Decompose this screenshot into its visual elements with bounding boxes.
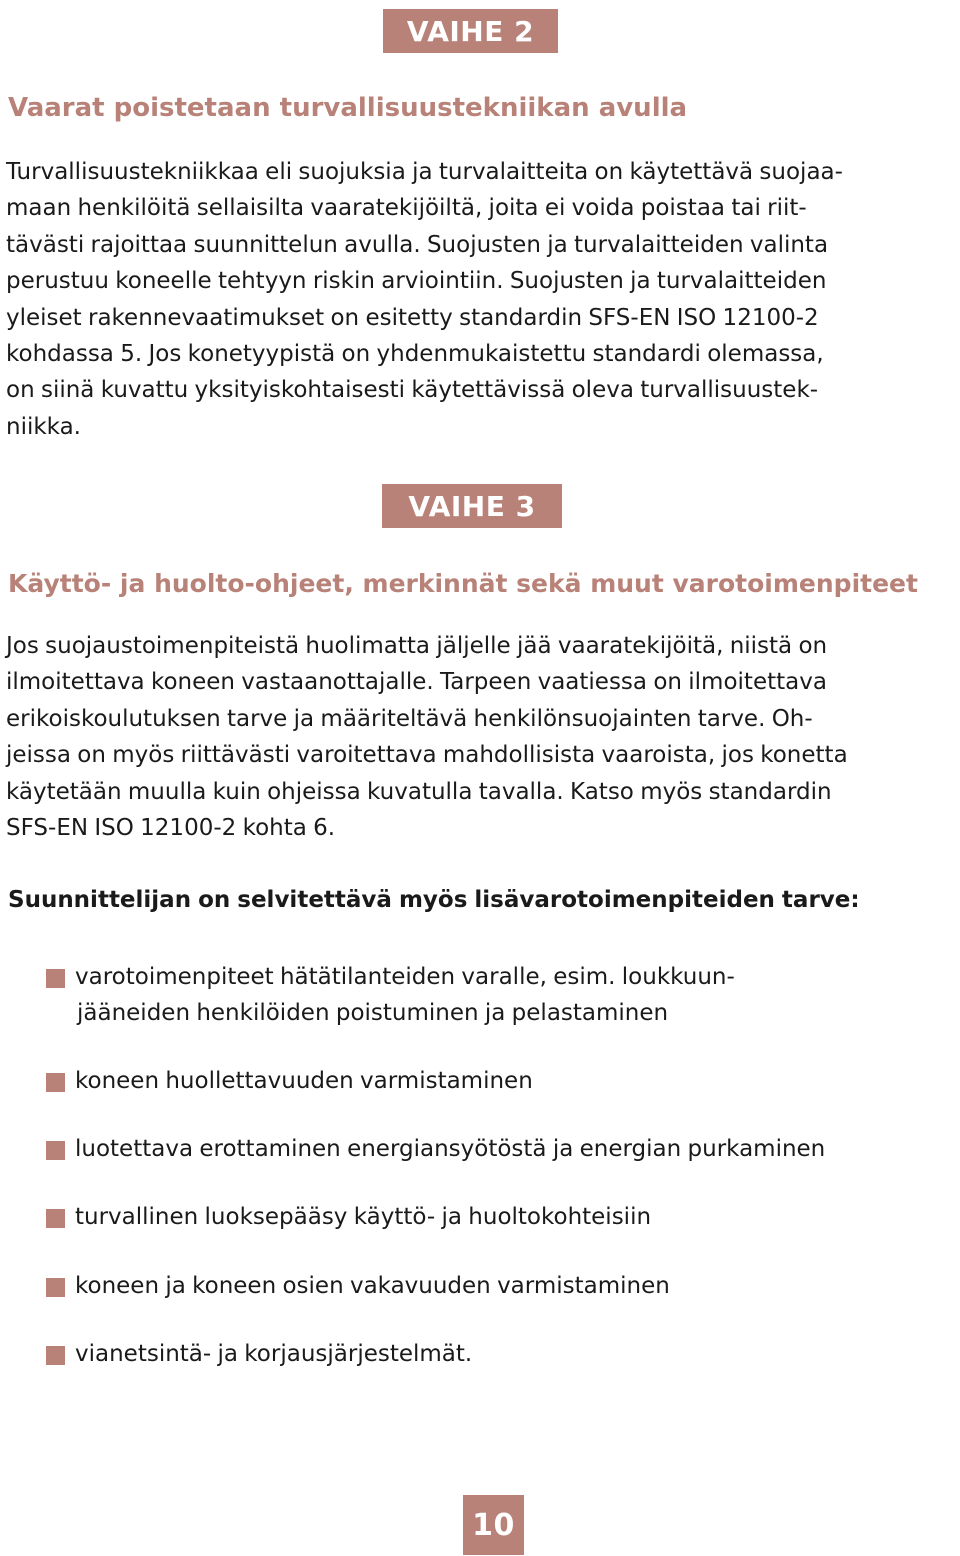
list-item-text <box>75 1336 472 1372</box>
step-2-paragraph <box>6 154 954 445</box>
square-bullet-icon <box>46 1278 65 1297</box>
paragraph-line: on siinä kuvattu yksityiskohtaisesti käytettävissä oleva turvallisuustek- <box>6 377 819 404</box>
list-item-line: koneen huollettavuuden varmistaminen <box>75 1068 533 1094</box>
paragraph-line: perustuu koneelle tehtyyn riskin arviointiin. Suojusten ja turvalaitteiden <box>6 268 827 295</box>
paragraph-line: SFS-EN ISO 12100-2 kohta 6. <box>6 815 336 842</box>
square-bullet-icon <box>46 1073 65 1092</box>
list-item-text <box>75 1131 825 1167</box>
paragraph-line: jeissa on myös riittävästi varoitettava mahdollisista vaaroista, jos konetta <box>6 742 848 769</box>
list-item-text <box>75 1268 670 1304</box>
step-3-badge: VAIHE 3 <box>382 484 562 528</box>
list-item-line: koneen ja koneen osien vakavuuden varmistaminen <box>75 1273 670 1299</box>
list-item-line: jääneiden henkilöiden poistuminen ja pelastaminen <box>77 1000 669 1027</box>
paragraph-line: Jos suojaustoimenpiteistä huolimatta jäljelle jää vaaratekijöitä, niistä on <box>6 633 828 659</box>
step-2-badge: VAIHE 2 <box>383 9 558 53</box>
step-2-heading: Vaarat poistetaan turvallisuustekniikan avulla <box>8 93 688 123</box>
square-bullet-icon <box>46 1346 65 1365</box>
paragraph-line: ilmoitettava koneen vastaanottajalle. Tarpeen vaatiessa on ilmoitettava <box>6 669 827 696</box>
list-item-line: turvallinen luoksepääsy käyttö- ja huoltokohteisiin <box>75 1204 652 1230</box>
paragraph-line: niikka. <box>6 413 81 440</box>
list-item-line: luotettava erottaminen energiansyötöstä ja energian purkaminen <box>75 1136 826 1162</box>
list-item-line: vianetsintä- ja korjausjärjestelmät. <box>75 1341 473 1367</box>
list-item-text <box>75 1063 533 1099</box>
paragraph-line: yleiset rakennevaatimukset on esitetty standardin SFS-EN ISO 12100-2 <box>6 304 819 331</box>
paragraph-line: Turvallisuustekniikkaa eli suojuksia ja turvalaitteita on käytettävä suojaa- <box>6 159 843 185</box>
square-bullet-icon <box>46 1209 65 1228</box>
step-3-paragraph <box>6 628 954 846</box>
paragraph-line: käytetään muulla kuin ohjeissa kuvatulla tavalla. Katso myös standardin <box>6 778 832 805</box>
paragraph-line: kohdassa 5. Jos konetyypistä on yhdenmukaistettu standardi olemassa, <box>6 341 824 368</box>
step-3-heading: Käyttö- ja huolto-ohjeet, merkinnät sekä muut varotoimenpiteet <box>8 569 918 598</box>
designer-needs-lead: Suunnittelijan on selvitettävä myös lisävarotoimenpiteiden tarve: <box>8 887 860 913</box>
list-item-line: varotoimenpiteet hätätilanteiden varalle, esim. loukkuun- <box>75 964 735 990</box>
paragraph-line: maan henkilöitä sellaisilta vaaratekijöiltä, joita ei voida poistaa tai riit- <box>6 195 807 222</box>
square-bullet-icon <box>46 1141 65 1160</box>
list-item-text <box>75 959 735 1032</box>
paragraph-line: erikoiskoulutuksen tarve ja määriteltävä henkilönsuojainten tarve. Oh- <box>6 705 813 732</box>
square-bullet-icon <box>46 969 65 988</box>
paragraph-line: tävästi rajoittaa suunnittelun avulla. Suojusten ja turvalaitteiden valinta <box>6 231 829 258</box>
page-number: 10 <box>463 1495 524 1555</box>
list-item-text <box>75 1199 651 1235</box>
